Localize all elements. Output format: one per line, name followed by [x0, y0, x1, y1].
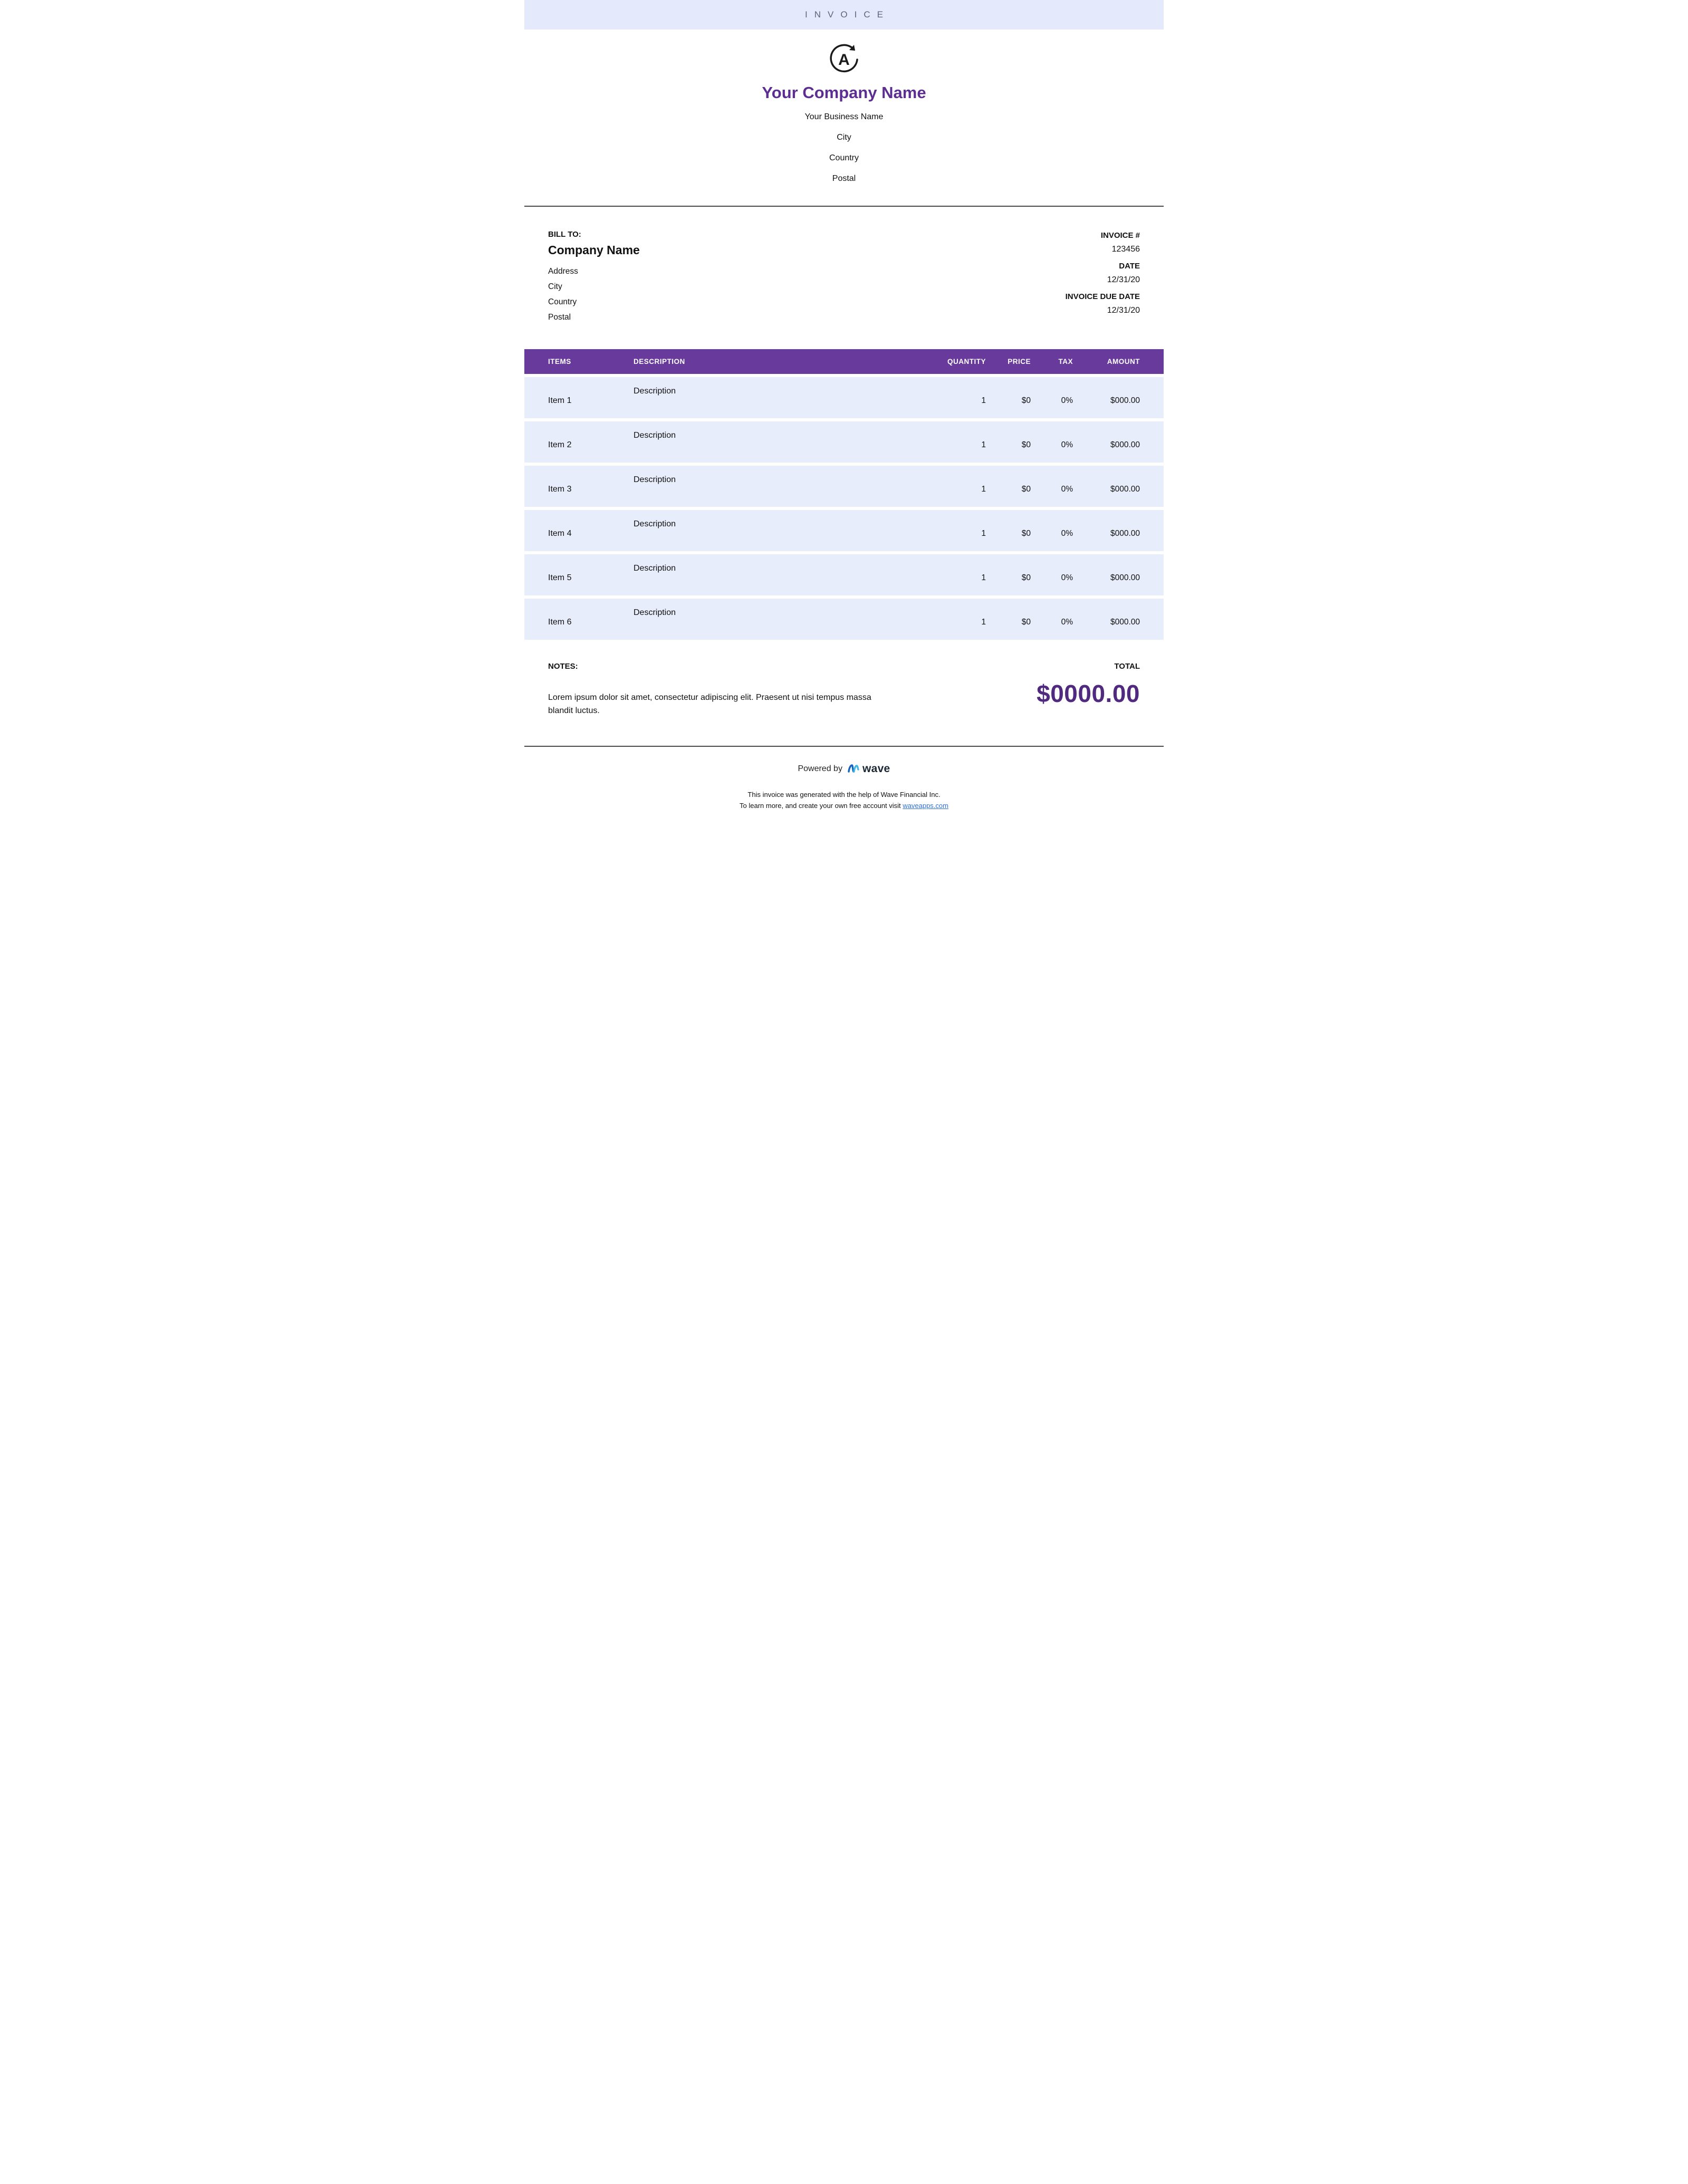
- company-header: [524, 30, 1164, 192]
- bill-to-country: Country: [548, 297, 577, 306]
- row-tax: 0%: [1061, 529, 1073, 538]
- invoice-banner: [524, 0, 1164, 30]
- row-tax: 0%: [1061, 573, 1073, 582]
- row-price: $0: [1021, 440, 1031, 449]
- company-logo-icon: [827, 42, 861, 77]
- row-description: Description: [634, 608, 676, 617]
- bill-to-label: BILL TO:: [548, 230, 581, 239]
- row-tax: 0%: [1061, 396, 1073, 405]
- row-price: $0: [1021, 485, 1031, 494]
- summary-section: [524, 640, 1164, 717]
- row-price: $0: [1021, 618, 1031, 627]
- row-description: Description: [634, 387, 676, 396]
- company-city: City: [837, 133, 851, 142]
- invoice-due-date-value: 12/31/20: [1107, 306, 1140, 315]
- invoice-banner-title: INVOICE: [805, 9, 890, 20]
- wave-brand: [847, 763, 890, 775]
- table-row: [524, 466, 1164, 507]
- row-item-name: Item 1: [548, 396, 572, 405]
- row-item-name: Item 4: [548, 529, 572, 538]
- row-quantity: 1: [981, 440, 986, 449]
- column-header-amount: AMOUNT: [1107, 358, 1140, 365]
- logo-letter: A: [838, 51, 850, 69]
- row-quantity: 1: [981, 573, 986, 582]
- row-quantity: 1: [981, 618, 986, 627]
- row-amount: $000.00: [1110, 573, 1140, 582]
- invoice-number-label: INVOICE #: [1100, 231, 1140, 240]
- bill-to-address: Address: [548, 267, 578, 276]
- bill-to-block: [548, 230, 640, 325]
- invoice-date-value: 12/31/20: [1107, 275, 1140, 284]
- footer-disclaimer: [524, 789, 1164, 811]
- row-tax: 0%: [1061, 618, 1073, 627]
- waveapps-link[interactable]: waveapps.com: [903, 802, 948, 810]
- table-row: [524, 510, 1164, 551]
- table-row: [524, 599, 1164, 640]
- notes-text: Lorem ipsum dolor sit amet, consectetur adipiscing elit. Praesent ut nisi tempus massa blandit luctus.: [548, 693, 871, 715]
- row-amount: $000.00: [1110, 396, 1140, 405]
- total-amount: $0000.00: [1037, 680, 1140, 707]
- row-amount: $000.00: [1110, 529, 1140, 538]
- company-name: Your Company Name: [762, 83, 926, 102]
- row-description: Description: [634, 519, 676, 528]
- company-postal: Postal: [832, 174, 856, 183]
- wave-wordmark: wave: [862, 763, 890, 775]
- row-description: Description: [634, 564, 676, 573]
- row-amount: $000.00: [1110, 485, 1140, 494]
- invoice-footer: [524, 746, 1164, 827]
- row-quantity: 1: [981, 396, 986, 405]
- row-price: $0: [1021, 573, 1031, 582]
- invoice-date-label: DATE: [1119, 262, 1140, 271]
- notes-label: NOTES:: [548, 662, 578, 671]
- column-header-items: ITEMS: [548, 358, 571, 365]
- billing-section: [524, 207, 1164, 325]
- column-header-tax: TAX: [1058, 358, 1073, 365]
- bill-to-city: City: [548, 282, 562, 291]
- business-name: Your Business Name: [804, 112, 884, 121]
- invoice-page: [524, 0, 1164, 827]
- total-block: [1037, 662, 1140, 717]
- invoice-table-body: [524, 377, 1164, 640]
- row-description: Description: [634, 475, 676, 484]
- row-tax: 0%: [1061, 485, 1073, 494]
- invoice-due-date-label: INVOICE DUE DATE: [1065, 292, 1140, 301]
- table-header-row: [524, 349, 1164, 374]
- row-price: $0: [1021, 529, 1031, 538]
- footer-line2-prefix: To learn more, and create your own free account visit: [740, 802, 903, 810]
- row-amount: $000.00: [1110, 440, 1140, 449]
- bill-to-postal: Postal: [548, 313, 571, 322]
- table-row: [524, 421, 1164, 463]
- row-item-name: Item 3: [548, 485, 572, 494]
- row-quantity: 1: [981, 485, 986, 494]
- invoice-meta-block: [1066, 230, 1140, 325]
- row-quantity: 1: [981, 529, 986, 538]
- bill-to-company: Company Name: [548, 243, 640, 257]
- row-price: $0: [1021, 396, 1031, 405]
- row-description: Description: [634, 431, 676, 440]
- table-row: [524, 554, 1164, 595]
- company-country: Country: [829, 153, 859, 162]
- invoice-number-value: 123456: [1111, 245, 1140, 254]
- column-header-quantity: QUANTITY: [947, 358, 986, 365]
- powered-by-row: [798, 763, 890, 775]
- wave-logo-icon: [847, 763, 860, 775]
- total-label: TOTAL: [1114, 662, 1140, 671]
- row-amount: $000.00: [1110, 618, 1140, 627]
- row-item-name: Item 6: [548, 618, 572, 627]
- row-item-name: Item 2: [548, 440, 572, 449]
- column-header-price: PRICE: [1008, 358, 1031, 365]
- footer-line1: This invoice was generated with the help of Wave Financial Inc.: [747, 791, 941, 798]
- row-tax: 0%: [1061, 440, 1073, 449]
- invoice-items-table: [524, 349, 1164, 640]
- column-header-description: DESCRIPTION: [634, 358, 685, 365]
- table-row: [524, 377, 1164, 418]
- row-item-name: Item 5: [548, 573, 572, 582]
- notes-block: [548, 662, 875, 717]
- powered-by-label: Powered by: [798, 764, 842, 773]
